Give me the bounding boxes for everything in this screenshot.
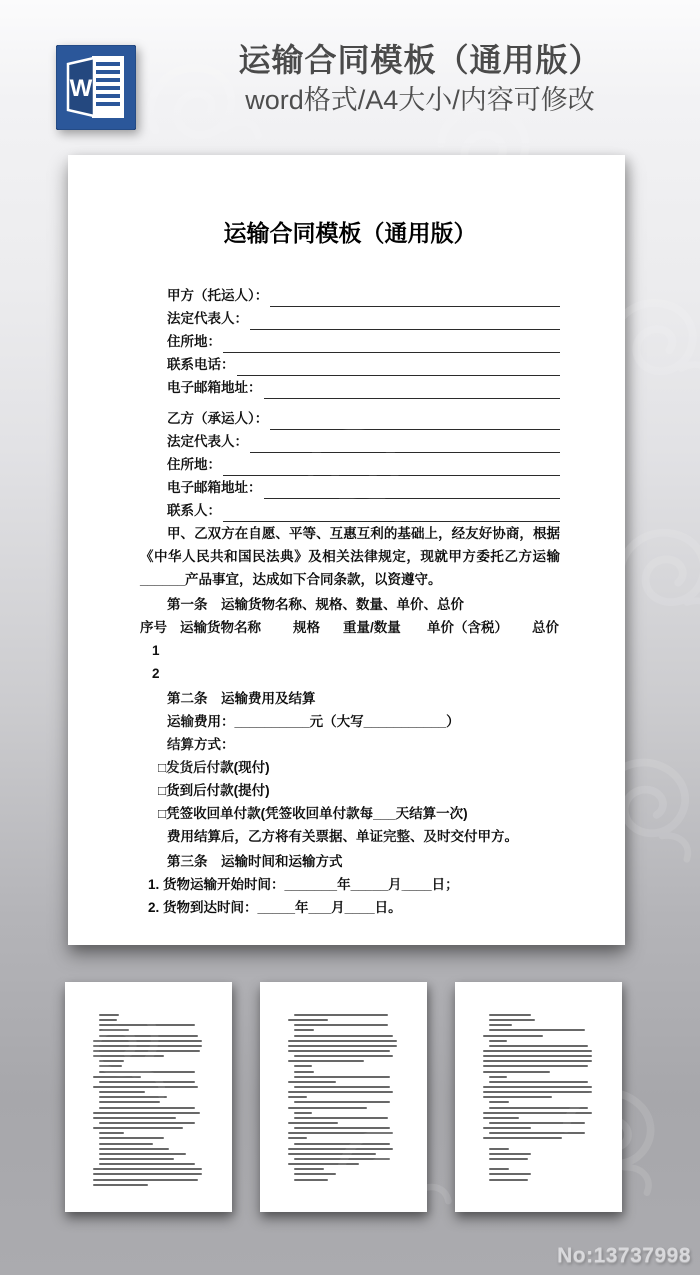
goods-table-cell <box>293 639 343 662</box>
thumbnail-text-line <box>489 1024 512 1026</box>
thumbnail-text-line <box>93 1173 202 1175</box>
field-label: 法定代表人： <box>167 434 248 449</box>
party-a-line <box>167 284 560 307</box>
contract-line: 运输费用：__________元（大写___________） <box>167 714 460 729</box>
thumbnail-text-line <box>483 1112 592 1114</box>
goods-table-row <box>140 662 560 685</box>
blank-underline <box>270 411 560 430</box>
thumbnail-text-line <box>288 1045 397 1047</box>
thumbnail-text-line <box>294 1029 314 1031</box>
thumbnail-text-line <box>489 1173 531 1175</box>
thumbnail-text-line <box>99 1101 160 1103</box>
goods-table-cell <box>343 639 427 662</box>
field-label: 甲方（托运人）： <box>167 288 269 303</box>
thumbnail-contract-page-3[interactable] <box>260 982 427 1212</box>
item-number-label: No:13737998 <box>557 1244 691 1267</box>
thumbnail-text-line <box>93 1076 141 1078</box>
thumbnail-text-line <box>489 1045 588 1047</box>
party-a-line <box>167 376 560 399</box>
thumbnail-text-line <box>483 1055 592 1057</box>
thumbnail-contract-page-4[interactable] <box>455 982 622 1212</box>
thumbnail-text-line <box>99 1122 195 1124</box>
blank-underline <box>237 357 561 376</box>
goods-table-cell <box>180 662 293 685</box>
contract-line: 2. 货物到达时间：_____年___月____日。 <box>148 900 402 915</box>
goods-table-cell <box>427 662 532 685</box>
word-icon <box>56 45 136 130</box>
thumbnail-text-line <box>99 1065 122 1067</box>
thumbnail-text-line <box>288 1148 393 1150</box>
blank-underline <box>250 311 560 330</box>
blank-underline <box>264 380 561 399</box>
field-label: 联系电话： <box>167 357 235 372</box>
thumbnail-text-line <box>489 1101 509 1103</box>
goods-table <box>140 616 560 685</box>
thumbnail-text-line <box>483 1091 592 1093</box>
goods-table-header-row <box>140 616 560 639</box>
thumbnail-text-line <box>93 1045 202 1047</box>
blank-underline <box>223 334 560 353</box>
thumbnail-text-line <box>99 1158 174 1160</box>
thumbnail-text-line <box>99 1137 164 1139</box>
thumbnail-text-line <box>288 1096 307 1098</box>
checkbox-option-line: □凭签收回单付款(凭签收回单付款每___天结算一次) <box>158 806 468 821</box>
thumbnail-text-line <box>294 1143 390 1145</box>
thumbnail-text-line <box>93 1086 198 1088</box>
contract-page-2-content <box>93 1014 212 1194</box>
blank-underline <box>270 288 560 307</box>
thumbnail-text-line <box>483 1050 592 1052</box>
thumbnail-text-line <box>99 1081 195 1083</box>
contract-line: 1. 货物运输开始时间：_______年_____月____日； <box>148 877 459 892</box>
party-a-line <box>167 353 560 376</box>
party-a-line <box>167 330 560 353</box>
thumbnail-text-line <box>99 1071 195 1073</box>
goods-table-cell <box>180 639 293 662</box>
thumbnail-text-line <box>99 1035 198 1037</box>
thumbnail-text-line <box>99 1014 119 1016</box>
thumbnail-text-line <box>93 1112 200 1114</box>
thumbnail-text-line <box>93 1184 148 1186</box>
thumbnail-text-line <box>288 1132 393 1134</box>
thumbnail-text-line <box>294 1179 328 1181</box>
field-label: 乙方（承运人）： <box>167 411 269 426</box>
goods-table-header-cell: 序号 <box>140 620 167 635</box>
thumbnail-text-line <box>99 1024 195 1026</box>
blank-underline <box>223 503 560 522</box>
page-title: 运输合同模板（通用版） <box>238 42 602 78</box>
thumbnail-text-line <box>294 1173 336 1175</box>
thumbnail-text-line <box>294 1035 393 1037</box>
thumbnail-text-line <box>489 1107 588 1109</box>
thumbnail-text-line <box>288 1091 393 1093</box>
goods-table-header-cell: 规格 <box>293 620 320 635</box>
thumbnail-text-line <box>489 1148 509 1150</box>
goods-table-row <box>140 639 560 662</box>
thumbnail-text-line <box>99 1096 167 1098</box>
thumbnail-text-line <box>288 1163 359 1165</box>
thumbnail-text-line <box>294 1112 312 1114</box>
thumbnail-text-line <box>489 1168 509 1170</box>
thumbnail-text-line <box>489 1153 531 1155</box>
thumbnail-text-line <box>489 1179 528 1181</box>
thumbnail-text-line <box>93 1117 176 1119</box>
thumbnail-text-line <box>489 1014 531 1016</box>
thumbnail-text-line <box>489 1040 507 1042</box>
goods-table-cell <box>532 662 560 685</box>
article-2-block <box>140 710 560 848</box>
thumbnail-text-line <box>294 1127 390 1129</box>
thumbnail-text-line <box>99 1163 195 1165</box>
field-label: 住所地： <box>167 334 221 349</box>
preamble-paragraph: 甲、乙双方在自愿、平等、互惠互利的基础上，经友好协商，根据《中华人民共和国民法典》及相关法律规定，现就甲方委托乙方运输______产品事宜，达成如下合同条款，以资遵守。 <box>140 526 560 587</box>
thumbnail-text-line <box>99 1060 124 1062</box>
checkbox-option-line: □货到后付款(提付) <box>158 783 270 798</box>
blank-underline <box>250 434 560 453</box>
thumbnail-text-line <box>489 1132 585 1134</box>
thumbnail-text-line <box>99 1019 117 1021</box>
thumbnail-text-line <box>489 1158 528 1160</box>
thumbnail-text-line <box>99 1143 153 1145</box>
thumbnail-text-line <box>483 1035 543 1037</box>
thumbnail-text-line <box>294 1101 390 1103</box>
goods-table-cell <box>427 639 532 662</box>
thumbnail-text-line <box>288 1137 307 1139</box>
thumbnail-text-line <box>93 1050 200 1052</box>
article-1-heading: 第一条 运输货物名称、规格、数量、单价、总价 <box>167 597 464 612</box>
word-icon-letter: W <box>69 75 93 102</box>
thumbnail-text-line <box>294 1158 390 1160</box>
contract-line: 费用结算后，乙方将有关票据、单证完整、及时交付甲方。 <box>167 829 518 844</box>
blank-underline <box>223 457 560 476</box>
thumbnail-text-line <box>99 1091 145 1093</box>
thumbnail-text-line <box>483 1137 562 1139</box>
article-3-block <box>140 873 560 919</box>
thumbnail-text-line <box>93 1055 164 1057</box>
thumbnail-text-line <box>99 1107 195 1109</box>
thumbnail-text-line <box>483 1096 552 1098</box>
thumbnail-text-line <box>294 1065 312 1067</box>
thumbnail-text-line <box>489 1081 588 1083</box>
thumbnail-text-line <box>93 1179 198 1181</box>
party-b-line <box>167 476 560 499</box>
thumbnail-text-line <box>99 1153 186 1155</box>
thumbnail-text-line <box>288 1081 336 1083</box>
goods-table-cell <box>532 639 560 662</box>
party-b-line <box>167 407 560 430</box>
blank-underline <box>264 480 561 499</box>
party-b-line <box>167 499 560 522</box>
goods-table-header-cell: 总价 <box>532 620 559 635</box>
thumbnail-text-line <box>483 1060 592 1062</box>
contract-page-3-content <box>288 1014 407 1194</box>
article-3-heading: 第三条 运输时间和运输方式 <box>167 854 343 869</box>
thumbnail-text-line <box>288 1060 364 1062</box>
thumbnail-text-line <box>99 1148 169 1150</box>
goods-table-cell: 2 <box>152 666 160 681</box>
thumbnail-text-line <box>294 1086 390 1088</box>
header <box>0 0 700 140</box>
contract-line: 结算方式： <box>167 737 235 752</box>
party-b-line <box>167 453 560 476</box>
thumbnail-text-line <box>294 1076 390 1078</box>
thumbnail-text-line <box>483 1086 592 1088</box>
document-title: 运输合同模板（通用版） <box>223 220 477 246</box>
thumbnail-text-line <box>294 1071 314 1073</box>
thumbnail-text-line <box>483 1065 588 1067</box>
thumbnail-text-line <box>489 1076 507 1078</box>
goods-table-cell <box>293 662 343 685</box>
thumbnail-text-line <box>294 1117 388 1119</box>
thumbnail-text-line <box>99 1029 129 1031</box>
thumbnail-text-line <box>93 1168 202 1170</box>
thumbnail-text-line <box>483 1117 519 1119</box>
thumbnail-text-line <box>93 1127 183 1129</box>
checkbox-option-line: □发货后付款(现付) <box>158 760 270 775</box>
goods-table-header-cell: 运输货物名称 <box>180 620 261 635</box>
page-subtitle: word格式/A4大小/内容可修改 <box>245 85 595 115</box>
field-label: 住所地： <box>167 457 221 472</box>
goods-table-cell <box>343 662 427 685</box>
article-2-heading: 第二条 运输费用及结算 <box>167 691 316 706</box>
field-label: 法定代表人： <box>167 311 248 326</box>
goods-table-header-cell: 单价（含税） <box>427 620 508 635</box>
thumbnail-contract-page-2[interactable] <box>65 982 232 1212</box>
party-a-block <box>140 284 560 399</box>
thumbnail-text-line <box>99 1132 124 1134</box>
thumbnail-text-line <box>489 1122 585 1124</box>
thumbnail-text-line <box>489 1029 585 1031</box>
thumbnail-text-line <box>489 1019 535 1021</box>
party-b-line <box>167 430 560 453</box>
field-label: 联系人： <box>167 503 221 518</box>
thumbnail-text-line <box>294 1024 388 1026</box>
goods-table-cell: 1 <box>152 643 160 658</box>
party-b-block <box>140 407 560 522</box>
thumbnail-text-line <box>294 1055 393 1057</box>
thumbnail-text-line <box>288 1107 367 1109</box>
goods-table-header-cell: 重量/数量 <box>343 620 401 635</box>
field-label: 电子邮箱地址： <box>167 480 262 495</box>
thumbnail-text-line <box>288 1122 338 1124</box>
party-a-line <box>167 307 560 330</box>
thumbnail-text-line <box>294 1168 324 1170</box>
field-label: 电子邮箱地址： <box>167 380 262 395</box>
thumbnail-text-line <box>483 1071 550 1073</box>
thumbnail-text-line <box>288 1019 328 1021</box>
thumbnail-text-line <box>288 1153 376 1155</box>
thumbnail-text-line <box>483 1127 531 1129</box>
thumbnail-text-line <box>93 1040 202 1042</box>
thumbnail-text-line <box>288 1040 397 1042</box>
contract-page-4-content <box>483 1014 602 1194</box>
thumbnail-text-line <box>294 1014 388 1016</box>
contract-document <box>68 155 625 945</box>
contract-page-1 <box>68 155 625 945</box>
thumbnail-text-line <box>288 1050 390 1052</box>
